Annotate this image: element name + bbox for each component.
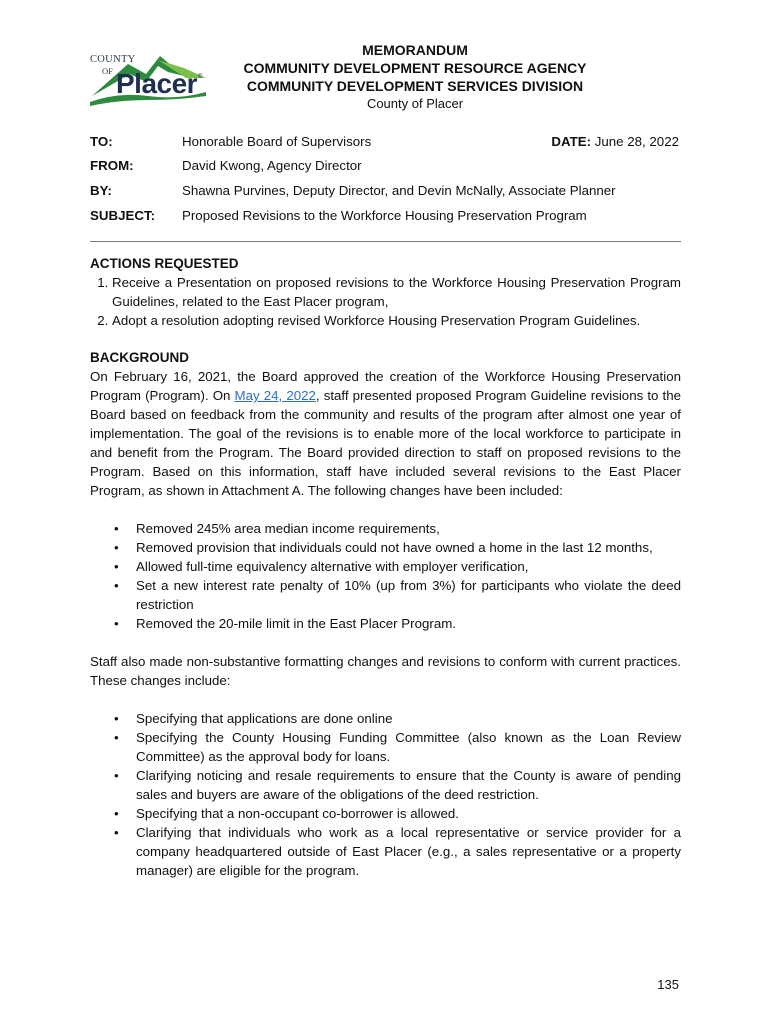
date-label: DATE:	[551, 134, 591, 149]
memo-header	[200, 41, 630, 113]
county-of-placer-logo	[88, 48, 206, 106]
background-text-end: , staff presented proposed Program Guideline revisions to the Board based on feedback from the community and results of the program after almost one year of implementation. The goal of the revisions is to enable more of the local workforce to participate in and benefit from the Program. The Board provided direction to staff on proposed revisions to the Program. Based on this information, staff have included several revisions to the East Placer Program, as shown in Attachment A. The following changes have been included:	[90, 388, 681, 498]
to-value: Honorable Board of Supervisors	[182, 134, 372, 149]
actions-list	[90, 273, 681, 330]
logo-of-text: OF	[102, 66, 113, 76]
background-text-start: On February 16, 2021, the Board approved the creation of the Workforce Housing Preservation Program (Program). On	[90, 369, 681, 403]
formatting-item: • Clarifying noticing and resale requirements to ensure that the County is aware of pending sales and buyers are aware of the obligations of the deed restriction.	[136, 766, 681, 804]
header-divider	[90, 241, 681, 242]
by-value: Shawna Purvines, Deputy Director, and Devin McNally, Associate Planner	[182, 183, 616, 198]
from-value: David Kwong, Agency Director	[182, 158, 362, 173]
page-number: 135	[657, 977, 679, 992]
formatting-item: • Clarifying that individuals who work as a local representative or service provider for a company headquartered outside of East Placer (e.g., a sales representative or a property manager) are eligible for the program.	[136, 823, 681, 880]
logo-placer-text: Placer	[116, 68, 198, 99]
header-memorandum: MEMORANDUM	[362, 42, 468, 58]
action-item: 1. Receive a Presentation on proposed revisions to the Workforce Housing Preservation Program Guidelines, related to the East Placer program,	[112, 273, 681, 311]
subject-value: Proposed Revisions to the Workforce Housing Preservation Program	[182, 208, 587, 223]
to-label: TO:	[90, 134, 113, 149]
formatting-item: • Specifying that a non-occupant co-borrower is allowed.	[136, 804, 681, 823]
by-label: BY:	[90, 183, 112, 198]
header-county: County of Placer	[366, 96, 464, 111]
memo-body	[90, 254, 681, 880]
formatting-list	[90, 709, 681, 880]
from-label: FROM:	[90, 158, 134, 173]
change-item: • Set a new interest rate penalty of 10% (up from 3%) for participants who violate the deed restriction	[136, 576, 681, 614]
may-24-2022-link[interactable]: May 24, 2022	[234, 388, 316, 403]
formatting-item: • Specifying the County Housing Funding Committee (also known as the Loan Review Committee) as the approval body for loans.	[136, 728, 681, 766]
background-title: BACKGROUND	[90, 350, 189, 365]
logo-county-text: COUNTY	[90, 54, 136, 65]
change-item: • Removed provision that individuals could not have owned a home in the last 12 months,	[136, 538, 681, 557]
background-paragraph	[90, 367, 681, 500]
actions-requested-title: ACTIONS REQUESTED	[90, 256, 239, 271]
formatting-item: • Specifying that applications are done online	[136, 709, 681, 728]
logo-registered-mark: ®	[198, 74, 203, 80]
header-division: COMMUNITY DEVELOPMENT SERVICES DIVISION	[246, 78, 584, 94]
subject-label: SUBJECT:	[90, 208, 156, 223]
formatting-paragraph: Staff also made non-substantive formatting changes and revisions to conform with current practices. These changes include:	[90, 654, 681, 688]
header-agency: COMMUNITY DEVELOPMENT RESOURCE AGENCY	[243, 60, 587, 76]
change-item: • Removed the 20-mile limit in the East Placer Program.	[136, 614, 681, 633]
date-value: June 28, 2022	[594, 134, 679, 149]
action-item: 2. Adopt a resolution adopting revised Workforce Housing Preservation Program Guidelines.	[112, 311, 681, 330]
change-item: • Removed 245% area median income requirements,	[136, 519, 681, 538]
change-item: • Allowed full-time equivalency alternative with employer verification,	[136, 557, 681, 576]
date-field	[551, 134, 679, 149]
changes-list	[90, 519, 681, 633]
